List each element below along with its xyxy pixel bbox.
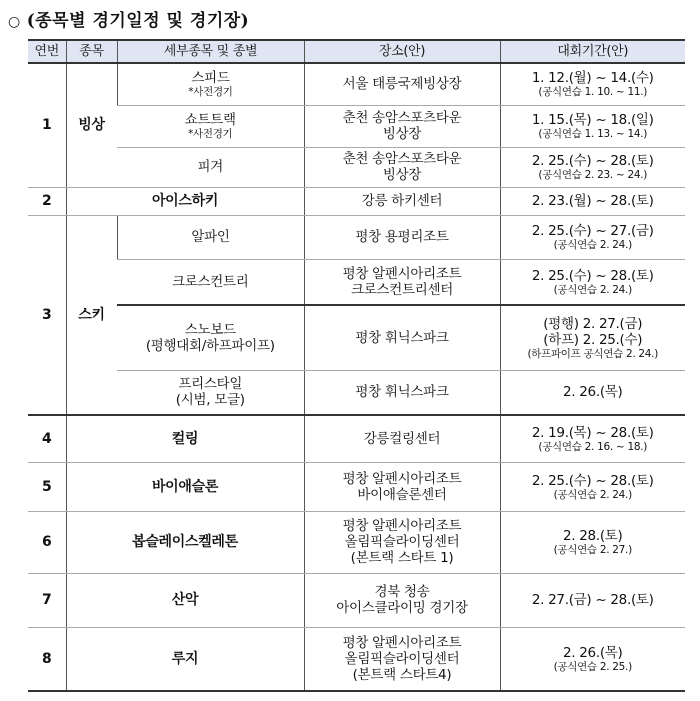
venue-cell [304, 259, 500, 305]
row-no: 5 [28, 462, 66, 511]
cell-text: (평행) 2. 27.(금) [543, 315, 643, 332]
venue-cell [304, 105, 500, 147]
cell-text: (공식연습 2. 23. ~ 24.) [538, 169, 648, 181]
cell-text: (공식연습 2. 25.) [553, 660, 632, 673]
event-cell [117, 147, 304, 187]
cell-text: (하프파이프 공식연습 2. 24.) [527, 347, 658, 360]
table-row [28, 187, 685, 215]
row-no: 1 [28, 63, 66, 187]
period-cell [500, 215, 685, 259]
cell-text: 2. 25.(수) ~ 28.(토) [531, 153, 654, 169]
cell-text: 2. 26.(목) [562, 384, 623, 401]
cell-text: *사전경기 [188, 128, 233, 140]
cell-text: 서울 태릉국제빙상장 [342, 76, 462, 93]
period-cell [500, 627, 685, 691]
table-row [28, 573, 685, 627]
cell-text: 춘천 송암스포츠타운 [342, 151, 462, 167]
venue-cell [304, 511, 500, 573]
cell-text: 크로스컨트리센터 [351, 281, 453, 298]
period-cell [500, 259, 685, 305]
table-row [28, 259, 685, 305]
row-sport: 빙상 [66, 63, 117, 187]
cell-text: 평창 알펜시아리조트 [342, 470, 462, 487]
cell-text: (하프) 2. 25.(수) [543, 331, 643, 348]
cell-text: (본트랙 스타트 1) [350, 550, 454, 566]
table-row [28, 370, 685, 415]
cell-text: 평창 알펜시아리조트 [342, 518, 462, 534]
cell-text: 빙상장 [382, 126, 422, 142]
cell-text: 알파인 [191, 229, 230, 245]
table-row [28, 627, 685, 691]
period-cell [500, 147, 685, 187]
venue-cell [304, 627, 500, 691]
period-cell [500, 305, 685, 370]
cell-text: 피겨 [197, 159, 223, 175]
header-row [28, 40, 685, 63]
cell-text: 평창 알펜시아리조트 [342, 265, 462, 282]
table-row [28, 462, 685, 511]
venue-cell [304, 305, 500, 370]
venue-cell [304, 63, 500, 105]
cell-text: 2. 27.(금) ~ 28.(토) [531, 592, 654, 608]
cell-text: (평행대회/하프파이프) [145, 337, 275, 354]
event-cell [117, 105, 304, 147]
cell-text: 쇼트트랙 [184, 112, 236, 128]
venue-cell [304, 415, 500, 462]
table-row [28, 215, 685, 259]
cell-text: 평창 알펜시아리조트 [342, 634, 462, 651]
period-cell [500, 462, 685, 511]
table-row [28, 415, 685, 462]
event-cell [117, 259, 304, 305]
cell-text: 크로스컨트리 [172, 273, 249, 290]
venue-cell [304, 370, 500, 415]
schedule-table [28, 39, 685, 692]
cell-text: 2. 25.(수) ~ 28.(토) [531, 472, 654, 489]
row-no: 2 [28, 187, 66, 215]
cell-text: 바이애슬론센터 [357, 486, 447, 503]
cell-text: 강릉컬링센터 [363, 430, 441, 447]
cell-text: 2. 19.(목) ~ 28.(토) [531, 424, 654, 441]
venue-cell: 강릉 하키센터 [304, 187, 500, 215]
period-cell: 2. 23.(월) ~ 28.(토) [500, 187, 685, 215]
row-no: 8 [28, 627, 66, 691]
cell-text: 스피드 [191, 70, 230, 87]
event-cell [117, 370, 304, 415]
row-sport: 스키 [66, 215, 117, 415]
row-sport: 루지 [66, 627, 304, 691]
table-row [28, 105, 685, 147]
cell-text: 평창 용평리조트 [355, 229, 449, 245]
table-row [28, 147, 685, 187]
row-no: 7 [28, 573, 66, 627]
period-cell [500, 105, 685, 147]
period-cell [500, 415, 685, 462]
venue-cell [304, 573, 500, 627]
row-sport: 아이스하키 [66, 187, 304, 215]
cell-text: (공식연습 2. 16. ~ 18.) [538, 440, 648, 453]
header-period: 대회기간(안) [500, 40, 685, 63]
cell-text: 춘천 송암스포츠타운 [342, 110, 462, 126]
row-no: 3 [28, 215, 66, 415]
cell-text: 경북 청송 [374, 584, 430, 600]
cell-text: 2. 28.(토) [562, 528, 623, 544]
venue-cell [304, 215, 500, 259]
cell-text: (공식연습 2. 24.) [553, 488, 632, 501]
header-venue: 장소(안) [304, 40, 500, 63]
cell-text: 1. 15.(목) ~ 18.(일) [531, 112, 654, 128]
table-row [28, 511, 685, 573]
cell-text: 평창 휘닉스파크 [355, 329, 449, 346]
header-sport: 종목 [66, 40, 117, 63]
cell-text: 2. 25.(수) ~ 28.(토) [531, 267, 654, 284]
cell-text: 스노보드 [184, 321, 236, 338]
cell-text: 1. 12.(월) ~ 14.(수) [531, 70, 654, 87]
header-no: 연번 [28, 40, 66, 63]
cell-text: 평창 휘닉스파크 [355, 384, 449, 401]
cell-text: (시범, 모글) [175, 392, 245, 409]
cell-text: (공식연습 2. 24.) [553, 239, 632, 251]
cell-text: 빙상장 [382, 167, 422, 183]
cell-text: (공식연습 1. 13. ~ 14.) [538, 128, 648, 140]
event-cell [117, 215, 304, 259]
section-title [8, 6, 249, 31]
period-cell [500, 573, 685, 627]
period-cell [500, 370, 685, 415]
cell-text: (공식연습 1. 10. ~ 11.) [538, 86, 648, 99]
cell-text: 올림픽슬라이딩센터 [344, 650, 460, 667]
title-text: (종목별 경기일정 및 경기장) [26, 11, 250, 31]
event-cell [117, 63, 304, 105]
cell-text: (본트랙 스타트4) [352, 666, 452, 683]
row-no: 6 [28, 511, 66, 573]
venue-cell [304, 147, 500, 187]
row-sport: 봅슬레이스켈레톤 [66, 511, 304, 573]
event-cell [117, 305, 304, 370]
cell-text: 아이스클라이밍 경기장 [336, 600, 468, 616]
cell-text: (공식연습 2. 24.) [553, 283, 632, 296]
table-row [28, 63, 685, 105]
cell-text: 2. 26.(목) [562, 644, 623, 661]
cell-text: 2. 25.(수) ~ 27.(금) [531, 223, 654, 239]
cell-text: *사전경기 [188, 86, 233, 99]
header-event: 세부종목 및 종별 [117, 40, 304, 63]
row-sport: 산악 [66, 573, 304, 627]
table-row [28, 305, 685, 370]
cell-text: (공식연습 2. 27.) [553, 544, 632, 556]
period-cell [500, 63, 685, 105]
venue-cell [304, 462, 500, 511]
row-sport: 컬링 [66, 415, 304, 462]
cell-text: 올림픽슬라이딩센터 [344, 534, 460, 550]
period-cell [500, 511, 685, 573]
row-sport: 바이애슬론 [66, 462, 304, 511]
bullet-icon: ○ [8, 14, 21, 30]
cell-text: 프리스타일 [178, 376, 243, 393]
row-no: 4 [28, 415, 66, 462]
